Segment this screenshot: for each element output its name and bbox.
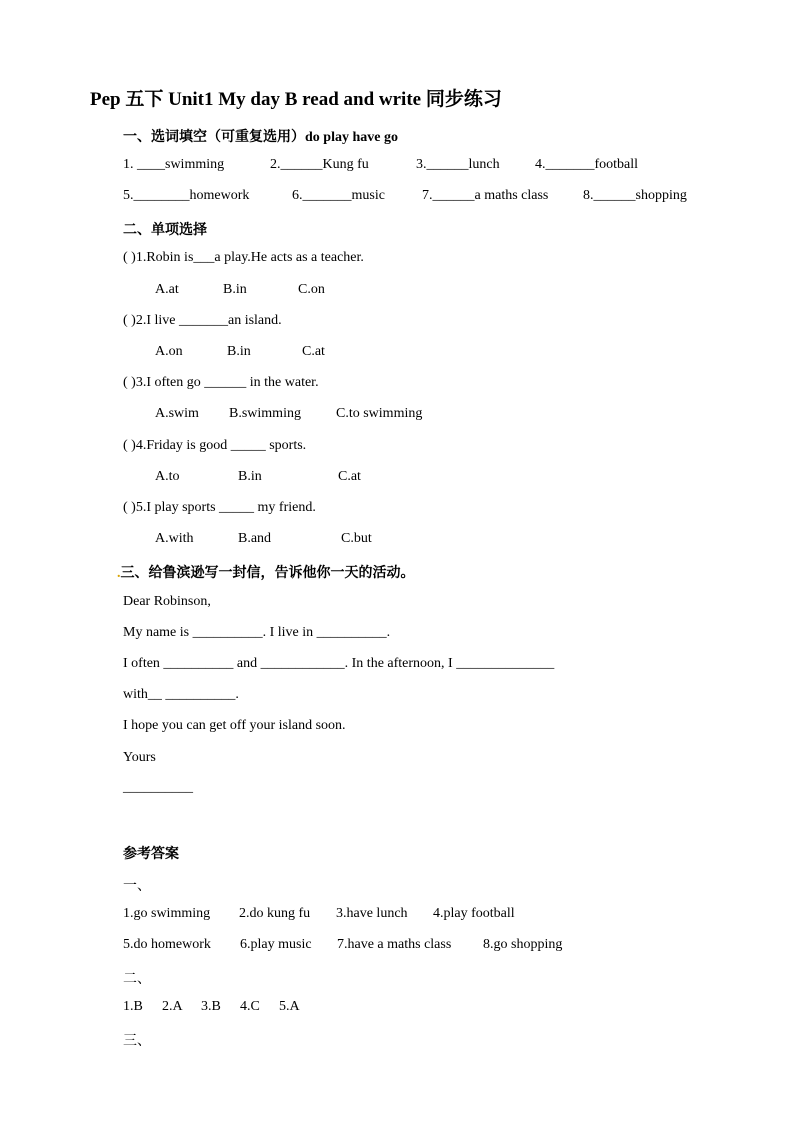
option-a: A.with — [155, 531, 194, 546]
answers-s3-label: 三、 — [123, 1034, 151, 1049]
fill-blank-item: 8.______shopping — [583, 188, 687, 203]
answer-item: 2.do kung fu — [239, 906, 311, 921]
question-text: ( )5.I play sports _____ my friend. — [123, 500, 316, 515]
letter-line: Yours — [123, 750, 156, 765]
question-text: ( )1.Robin is___a play.He acts as a teacher. — [123, 250, 364, 265]
section3-heading-row — [117, 562, 415, 582]
letter-line: I often __________ and ____________. In the afternoon, I ______________ — [123, 656, 555, 671]
section2-heading: 二、单项选择 — [123, 223, 207, 238]
fill-blank-item: 5.________homework — [123, 188, 250, 203]
option-c: C.to swimming — [336, 406, 423, 421]
answer-item: 7.have a maths class — [337, 937, 452, 952]
answer-item: 6.play music — [240, 937, 312, 952]
answer-item: 5.do homework — [123, 937, 211, 952]
fill-blank-item: 7.______a maths class — [422, 188, 549, 203]
fill-blank-item: 3.______lunch — [416, 157, 500, 172]
option-c: C.on — [298, 282, 325, 297]
option-b: B.swimming — [229, 406, 301, 421]
answer-item: 2.A — [162, 999, 183, 1014]
fill-blank-item: 1. ____swimming — [123, 157, 225, 172]
option-c: C.but — [341, 531, 372, 546]
option-a: A.swim — [155, 406, 199, 421]
question-text: ( )2.I live _______an island. — [123, 313, 282, 328]
answer-item: 3.have lunch — [336, 906, 408, 921]
option-c: C.at — [302, 344, 325, 359]
answers-s2-label: 二、 — [123, 972, 151, 987]
option-b: B.and — [238, 531, 272, 546]
letter-line: with__ __________. — [123, 687, 239, 702]
section1-heading: 一、选词填空（可重复选用）do play have go — [123, 130, 398, 145]
question-text: ( )3.I often go ______ in the water. — [123, 375, 319, 390]
worksheet-title: Pep 五下 Unit1 My day B read and write 同步练习 — [90, 89, 502, 110]
highlight-dot: . — [117, 566, 121, 581]
answers-heading: 参考答案 — [123, 847, 179, 862]
fill-blank-item: 2.______Kung fu — [270, 157, 369, 172]
option-a: A.to — [155, 469, 180, 484]
answer-item: 3.B — [201, 999, 221, 1014]
letter-line: I hope you can get off your island soon. — [123, 718, 346, 733]
answer-item: 1.B — [123, 999, 143, 1014]
letter-line: My name is __________. I live in __________. — [123, 625, 391, 640]
option-b: B.in — [223, 282, 247, 297]
answer-item: 4.C — [240, 999, 260, 1014]
answer-item: 1.go swimming — [123, 906, 211, 921]
option-a: A.on — [155, 344, 183, 359]
answer-item: 4.play football — [433, 906, 515, 921]
signature-line: __________ — [123, 780, 193, 795]
option-c: C.at — [338, 469, 361, 484]
letter-line: Dear Robinson, — [123, 594, 211, 609]
answer-item: 8.go shopping — [483, 937, 563, 952]
answer-item: 5.A — [279, 999, 300, 1014]
fill-blank-item: 6._______music — [292, 188, 385, 203]
section3-heading: 三、给鲁滨逊写一封信，告诉他你一天的活动。 — [120, 566, 415, 581]
answers-s1-label: 一、 — [123, 879, 151, 894]
option-a: A.at — [155, 282, 179, 297]
option-b: B.in — [227, 344, 251, 359]
question-text: ( )4.Friday is good _____ sports. — [123, 438, 307, 453]
option-b: B.in — [238, 469, 262, 484]
fill-blank-item: 4._______football — [535, 157, 639, 172]
